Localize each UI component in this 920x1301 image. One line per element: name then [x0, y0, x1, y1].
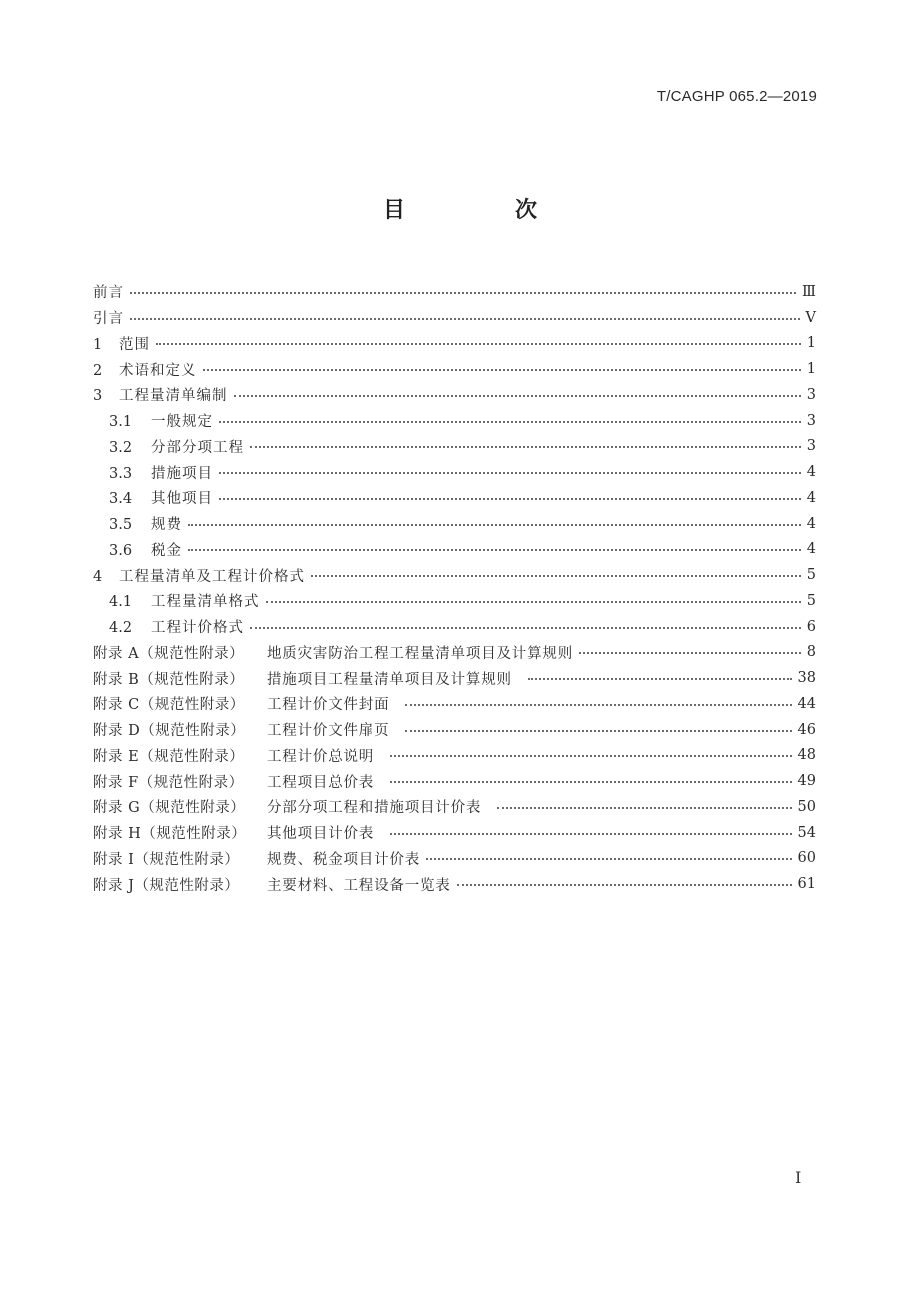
toc-entry[interactable] — [93, 537, 816, 563]
dot-leader — [390, 755, 791, 757]
toc-entry-number: 3 — [93, 388, 103, 405]
toc-page-number: 3 — [806, 386, 816, 403]
toc-page-number: 3 — [806, 412, 816, 429]
document-code: T/CAGHP 065.2—2019 — [656, 88, 817, 105]
toc-entry-text — [93, 565, 305, 586]
dot-leader — [219, 421, 801, 423]
toc-appendix-label: 附录 H（规范性附录） — [93, 826, 247, 843]
toc-entry[interactable] — [93, 717, 816, 743]
dot-leader — [156, 343, 801, 345]
dot-leader — [390, 781, 791, 783]
toc-page-number: 4 — [806, 541, 816, 558]
toc-entry-title: 工程计价文件封面 — [267, 697, 390, 714]
toc-entry[interactable] — [93, 588, 816, 614]
dot-leader — [250, 627, 801, 629]
toc-page-number: 60 — [797, 850, 816, 867]
toc-entry-text — [93, 796, 481, 817]
toc-entry-title: 工程计价格式 — [151, 620, 244, 637]
toc-entry-text — [93, 642, 573, 663]
toc-entry[interactable] — [93, 794, 816, 820]
toc-entry-title: 工程量清单格式 — [151, 594, 260, 611]
page-folio: Ⅰ — [795, 1168, 802, 1187]
toc-entry-text — [109, 436, 244, 457]
toc-entry-title: 主要材料、工程设备一览表 — [267, 877, 451, 894]
toc-entry[interactable] — [93, 459, 816, 485]
toc-entry-title: 地质灾害防治工程工程量清单项目及计算规则 — [267, 645, 573, 662]
toc-entry[interactable] — [93, 871, 816, 897]
toc-page-number: 5 — [806, 567, 816, 584]
toc-page-number: 46 — [797, 721, 816, 738]
toc-entry[interactable] — [93, 665, 816, 691]
toc-entry-title: 其他项目 — [151, 491, 213, 508]
toc-entry-text — [93, 745, 374, 766]
toc-page-number: 8 — [806, 644, 816, 661]
dot-leader — [579, 652, 801, 654]
toc-entry-text — [109, 487, 213, 508]
toc-entry-text — [93, 874, 451, 895]
toc-appendix-label: 附录 E（规范性附录） — [93, 748, 245, 765]
toc-entry-title: 分部分项工程和措施项目计价表 — [267, 800, 482, 817]
toc-page-number: 4 — [806, 515, 816, 532]
toc-entry[interactable] — [93, 356, 816, 382]
toc-entry[interactable] — [93, 768, 816, 794]
toc-appendix-label: 附录 I（规范性附录） — [93, 851, 240, 868]
toc-page-number: 50 — [797, 798, 816, 815]
toc-entry[interactable] — [93, 511, 816, 537]
toc-entry-text — [93, 771, 374, 792]
toc-entry[interactable] — [93, 820, 816, 846]
toc-page-number: 3 — [806, 438, 816, 455]
toc-entry-text — [93, 848, 420, 869]
toc-entry-text — [93, 333, 150, 354]
toc-entry[interactable] — [93, 434, 816, 460]
toc-entry[interactable] — [93, 331, 816, 357]
toc-entry-title: 规费 — [151, 517, 182, 534]
toc-entry[interactable] — [93, 562, 816, 588]
toc-entry-number: 1 — [93, 336, 103, 353]
toc-entry[interactable] — [93, 305, 816, 331]
toc-entry[interactable] — [93, 691, 816, 717]
toc-appendix-label: 附录 J（规范性附录） — [93, 877, 240, 894]
dot-leader — [405, 730, 791, 732]
toc-entry-number: 3.4 — [109, 491, 133, 508]
dot-leader — [130, 292, 796, 294]
toc-entry-text — [93, 384, 228, 405]
toc-entry[interactable] — [93, 640, 816, 666]
toc-entry-number: 3.1 — [109, 414, 133, 431]
toc-entry-title: 措施项目工程量清单项目及计算规则 — [267, 671, 512, 688]
toc-entry-number: 3.5 — [109, 517, 133, 534]
toc-entry-text — [109, 590, 260, 611]
toc-entry-text — [93, 668, 512, 689]
toc-appendix-label: 附录 B（规范性附录） — [93, 671, 245, 688]
dot-leader — [405, 704, 791, 706]
toc-entry-number: 3.6 — [109, 542, 133, 559]
dot-leader — [130, 318, 800, 320]
toc-page-number: 48 — [797, 747, 816, 764]
toc-entry-number: 3.2 — [109, 439, 133, 456]
toc-entry-title: 术语和定义 — [119, 362, 197, 379]
toc-entry-text — [109, 410, 213, 431]
toc-entry-title: 规费、税金项目计价表 — [267, 851, 420, 868]
toc-appendix-label: 附录 D（规范性附录） — [93, 723, 246, 740]
dot-leader — [390, 833, 791, 835]
toc-page-number: 6 — [806, 618, 816, 635]
toc-page-number: 38 — [797, 670, 816, 687]
dot-leader — [219, 472, 801, 474]
toc-entry-title: 措施项目 — [151, 465, 213, 482]
toc-entry[interactable] — [93, 614, 816, 640]
toc-entry[interactable] — [93, 408, 816, 434]
toc-page-number: 5 — [806, 592, 816, 609]
toc-appendix-label: 附录 C（规范性附录） — [93, 697, 245, 714]
toc-page-number: 44 — [797, 695, 816, 712]
toc-page-number: 54 — [797, 824, 816, 841]
dot-leader — [457, 884, 792, 886]
toc-entry-text — [109, 539, 182, 560]
toc-entry-number: 4.1 — [109, 594, 133, 611]
toc-entry-title: 工程计价总说明 — [267, 748, 375, 765]
toc-entry-number: 4.2 — [109, 620, 133, 637]
toc-entry-title: 工程项目总价表 — [267, 774, 375, 791]
toc-entry-text — [93, 359, 197, 380]
toc-entry-title: 一般规定 — [151, 414, 213, 431]
toc-page-number: 4 — [806, 489, 816, 506]
toc-page-number: 49 — [797, 773, 816, 790]
toc-entry-text — [93, 693, 389, 714]
table-of-contents — [93, 279, 816, 897]
toc-entry-text — [109, 513, 182, 534]
toc-entry-title: 范围 — [119, 336, 150, 353]
toc-entry-title: 税金 — [151, 542, 182, 559]
toc-entry[interactable] — [93, 485, 816, 511]
toc-appendix-label: 附录 A（规范性附录） — [93, 645, 245, 662]
toc-entry-text — [93, 307, 124, 328]
toc-entry-text — [93, 822, 374, 843]
toc-page-number: 1 — [806, 335, 816, 352]
toc-page-number: Ⅴ — [805, 309, 816, 326]
toc-entry-number: 2 — [93, 362, 103, 379]
toc-entry-text — [93, 281, 124, 302]
toc-page-number: 1 — [806, 361, 816, 378]
toc-entry[interactable] — [93, 382, 816, 408]
toc-entry-text — [109, 616, 244, 637]
dot-leader — [528, 678, 792, 680]
dot-leader — [203, 369, 801, 371]
toc-entry[interactable] — [93, 743, 816, 769]
toc-entry-title: 工程量清单编制 — [119, 388, 228, 405]
toc-entry-text — [93, 719, 389, 740]
dot-leader — [266, 601, 801, 603]
toc-page-number: Ⅲ — [802, 283, 816, 300]
toc-entry[interactable] — [93, 279, 816, 305]
toc-appendix-label: 附录 G（规范性附录） — [93, 800, 246, 817]
toc-entry[interactable] — [93, 846, 816, 872]
toc-entry-title: 分部分项工程 — [151, 439, 244, 456]
dot-leader — [497, 807, 791, 809]
toc-entry-title: 工程量清单及工程计价格式 — [119, 568, 305, 585]
toc-entry-number: 3.3 — [109, 465, 133, 482]
toc-entry-title: 前言 — [93, 285, 124, 302]
toc-entry-number: 4 — [93, 568, 103, 585]
dot-leader — [250, 446, 801, 448]
toc-entry-title: 引言 — [93, 311, 124, 328]
toc-page-number: 61 — [797, 876, 816, 893]
toc-heading: 目 次 — [382, 198, 581, 223]
dot-leader — [311, 575, 801, 577]
dot-leader — [188, 524, 801, 526]
toc-page-number: 4 — [806, 464, 816, 481]
toc-entry-title: 其他项目计价表 — [267, 826, 375, 843]
dot-leader — [188, 549, 801, 551]
dot-leader — [219, 498, 801, 500]
toc-entry-text — [109, 462, 213, 483]
dot-leader — [426, 858, 792, 860]
dot-leader — [234, 395, 801, 397]
toc-appendix-label: 附录 F（规范性附录） — [93, 774, 244, 791]
toc-entry-title: 工程计价文件扉页 — [267, 723, 390, 740]
